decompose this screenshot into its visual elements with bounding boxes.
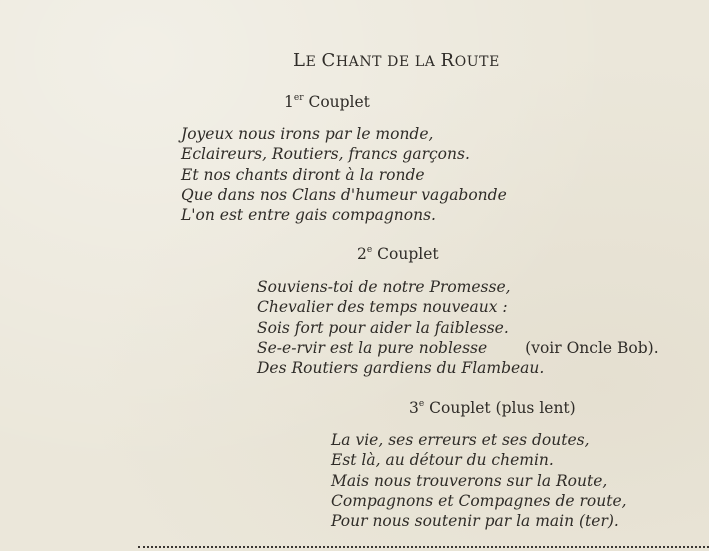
title-initial: C: [321, 50, 336, 71]
couplet-label: Couplet (plus lent): [429, 399, 576, 417]
verse-line: Compagnons et Compagnes de route,: [331, 491, 627, 510]
verse-line: Et nos chants diront à la ronde: [181, 165, 425, 184]
verse-line: La vie, ses erreurs et ses doutes,: [331, 431, 590, 449]
verse-note: (voir Oncle Bob).: [525, 338, 659, 357]
verse-line-text: Se-e-rvir est la pure noblesse: [257, 338, 488, 357]
couplet-label: Couplet: [308, 93, 370, 111]
verse-line: L'on est entre gais compagnons.: [181, 206, 436, 225]
title-initial: R: [440, 50, 455, 71]
verse-line: Mais nous trouverons sur la Route,: [331, 471, 608, 490]
verse-line: [257, 338, 659, 358]
verse-line: Que dans nos Clans d'humeur vagabonde: [181, 185, 507, 204]
couplet-ordinal: e: [366, 245, 373, 255]
verse-line: Souviens-toi de notre Promesse,: [257, 278, 511, 296]
title-text: E: [305, 54, 322, 70]
song-title: [293, 50, 500, 71]
couplet-1-heading: [284, 93, 370, 111]
verse-line: Sois fort pour aider la faiblesse.: [257, 318, 509, 337]
verse-line: Eclaireurs, Routiers, francs garçons.: [181, 145, 470, 164]
title-text: OUTE: [454, 54, 500, 70]
couplet-1-stanza: [181, 124, 507, 225]
title-text: HANT DE LA: [335, 54, 441, 70]
couplet-2-stanza: [257, 277, 659, 378]
couplet-3-stanza: [331, 430, 627, 531]
couplet-number: 1: [284, 93, 294, 111]
couplet-2-heading: [357, 245, 439, 263]
verse-line: Joyeux nous irons par le monde,: [181, 125, 434, 143]
verse-line: Est là, au détour du chemin.: [331, 451, 554, 470]
couplet-number: 3: [409, 399, 419, 417]
verse-line: Des Routiers gardiens du Flambeau.: [257, 359, 545, 378]
couplet-ordinal: e: [418, 399, 425, 409]
dotted-divider: [138, 546, 709, 548]
couplet-number: 2: [357, 245, 367, 263]
couplet-ordinal: er: [293, 93, 304, 103]
couplet-3-heading: [409, 399, 576, 417]
verse-line: Pour nous soutenir par la main (ter).: [331, 512, 619, 531]
verse-line: Chevalier des temps nouveaux :: [257, 298, 508, 317]
title-initial: L: [293, 50, 306, 71]
couplet-label: Couplet: [377, 245, 439, 263]
